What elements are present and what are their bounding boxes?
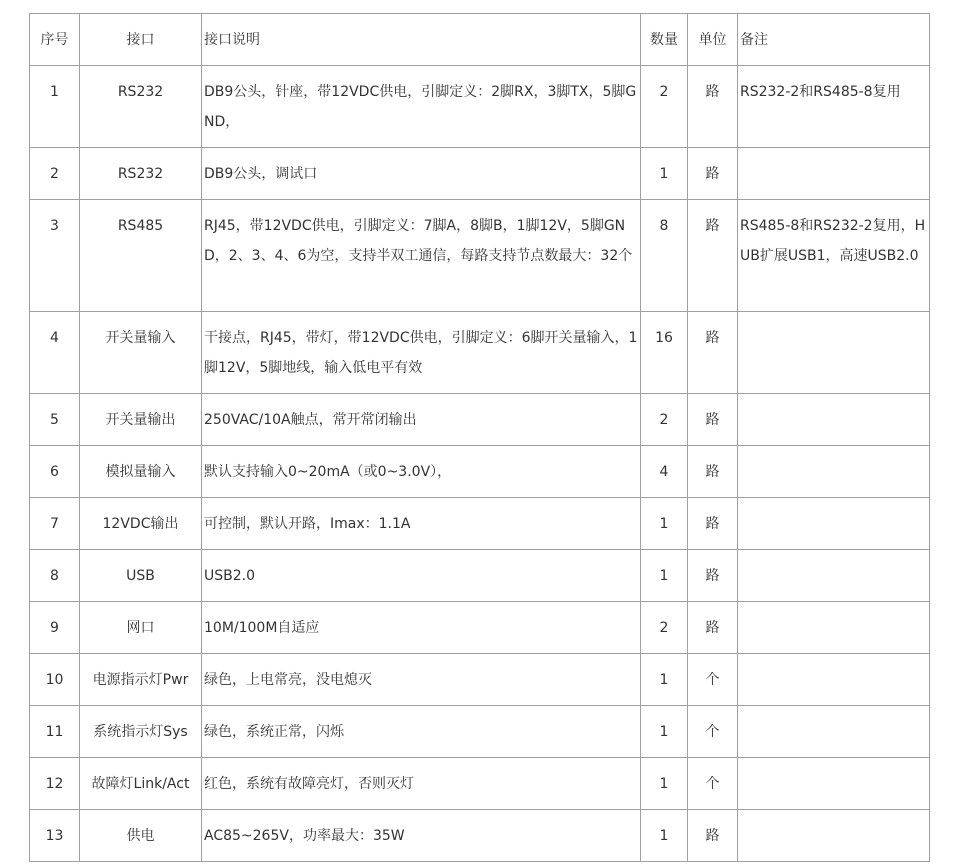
row-quantity: 1 [641,810,688,862]
row-description: AC85~265V，功率最大：35W [202,810,641,862]
row-interface: USB [80,550,202,602]
row-index: 8 [30,550,80,602]
row-remark [738,706,930,758]
table-row [30,550,930,602]
row-remark [738,148,930,200]
row-index: 13 [30,810,80,862]
header-unit: 单位 [688,14,738,66]
table-row [30,758,930,810]
table-row [30,602,930,654]
row-description: 250VAC/10A触点，常开常闭输出 [202,394,641,446]
row-quantity: 1 [641,654,688,706]
table-row [30,66,930,148]
row-interface: 网口 [80,602,202,654]
row-quantity: 16 [641,312,688,394]
row-description: 红色，系统有故障亮灯，否则灭灯 [202,758,641,810]
header-remark: 备注 [738,14,930,66]
row-description: DB9公头，调试口 [202,148,641,200]
row-interface: 模拟量输入 [80,446,202,498]
row-index: 11 [30,706,80,758]
row-description: 10M/100M自适应 [202,602,641,654]
row-unit: 路 [688,810,738,862]
row-quantity: 4 [641,446,688,498]
table-row [30,810,930,862]
row-index: 2 [30,148,80,200]
interface-spec-table [29,13,930,862]
row-index: 10 [30,654,80,706]
row-index: 7 [30,498,80,550]
row-unit: 个 [688,706,738,758]
row-interface: 12VDC输出 [80,498,202,550]
row-interface: 开关量输出 [80,394,202,446]
table-row [30,148,930,200]
row-unit: 路 [688,148,738,200]
row-quantity: 2 [641,394,688,446]
table-row [30,706,930,758]
row-unit: 路 [688,394,738,446]
row-remark [738,550,930,602]
header-index: 序号 [30,14,80,66]
row-remark: RS232-2和RS485-8复用 [738,66,930,148]
row-remark [738,312,930,394]
row-index: 3 [30,200,80,312]
row-remark [738,602,930,654]
row-index: 5 [30,394,80,446]
header-description: 接口说明 [202,14,641,66]
row-interface: 故障灯Link/Act [80,758,202,810]
header-interface: 接口 [80,14,202,66]
table-row [30,200,930,312]
row-index: 12 [30,758,80,810]
row-quantity: 8 [641,200,688,312]
table-row [30,312,930,394]
table-row [30,446,930,498]
row-interface: RS232 [80,66,202,148]
row-remark: RS485-8和RS232-2复用，HUB扩展USB1，高速USB2.0 [738,200,930,312]
row-description: 干接点，RJ45，带灯，带12VDC供电，引脚定义：6脚开关量输入，1脚12V，5脚地线，输入低电平有效 [202,312,641,394]
row-description: 可控制，默认开路，Imax：1.1A [202,498,641,550]
row-description: 绿色，系统正常，闪烁 [202,706,641,758]
table-header-row [30,14,930,66]
header-quantity: 数量 [641,14,688,66]
row-quantity: 2 [641,66,688,148]
row-index: 4 [30,312,80,394]
row-description: USB2.0 [202,550,641,602]
row-description: 绿色，上电常亮，没电熄灭 [202,654,641,706]
row-interface: RS485 [80,200,202,312]
row-interface: 电源指示灯Pwr [80,654,202,706]
row-description: RJ45，带12VDC供电，引脚定义：7脚A，8脚B，1脚12V，5脚GND，2、3、4、6为空，支持半双工通信，每路支持节点数最大：32个 [202,200,641,312]
row-quantity: 1 [641,706,688,758]
row-unit: 路 [688,550,738,602]
row-interface: 供电 [80,810,202,862]
row-remark [738,810,930,862]
row-remark [738,758,930,810]
row-unit: 路 [688,200,738,312]
row-unit: 路 [688,602,738,654]
row-index: 1 [30,66,80,148]
row-index: 6 [30,446,80,498]
table-row [30,654,930,706]
row-interface: RS232 [80,148,202,200]
row-interface: 系统指示灯Sys [80,706,202,758]
row-quantity: 1 [641,148,688,200]
row-description: 默认支持输入0~20mA（或0~3.0V）， [202,446,641,498]
row-unit: 路 [688,66,738,148]
row-quantity: 1 [641,498,688,550]
row-index: 9 [30,602,80,654]
row-remark [738,394,930,446]
row-quantity: 1 [641,550,688,602]
row-interface: 开关量输入 [80,312,202,394]
row-unit: 路 [688,446,738,498]
row-remark [738,446,930,498]
row-unit: 路 [688,498,738,550]
row-quantity: 2 [641,602,688,654]
row-description: DB9公头，针座，带12VDC供电，引脚定义：2脚RX，3脚TX，5脚GND， [202,66,641,148]
row-remark [738,654,930,706]
row-unit: 个 [688,758,738,810]
row-quantity: 1 [641,758,688,810]
row-unit: 路 [688,312,738,394]
row-remark [738,498,930,550]
table-row [30,394,930,446]
table-row [30,498,930,550]
row-unit: 个 [688,654,738,706]
